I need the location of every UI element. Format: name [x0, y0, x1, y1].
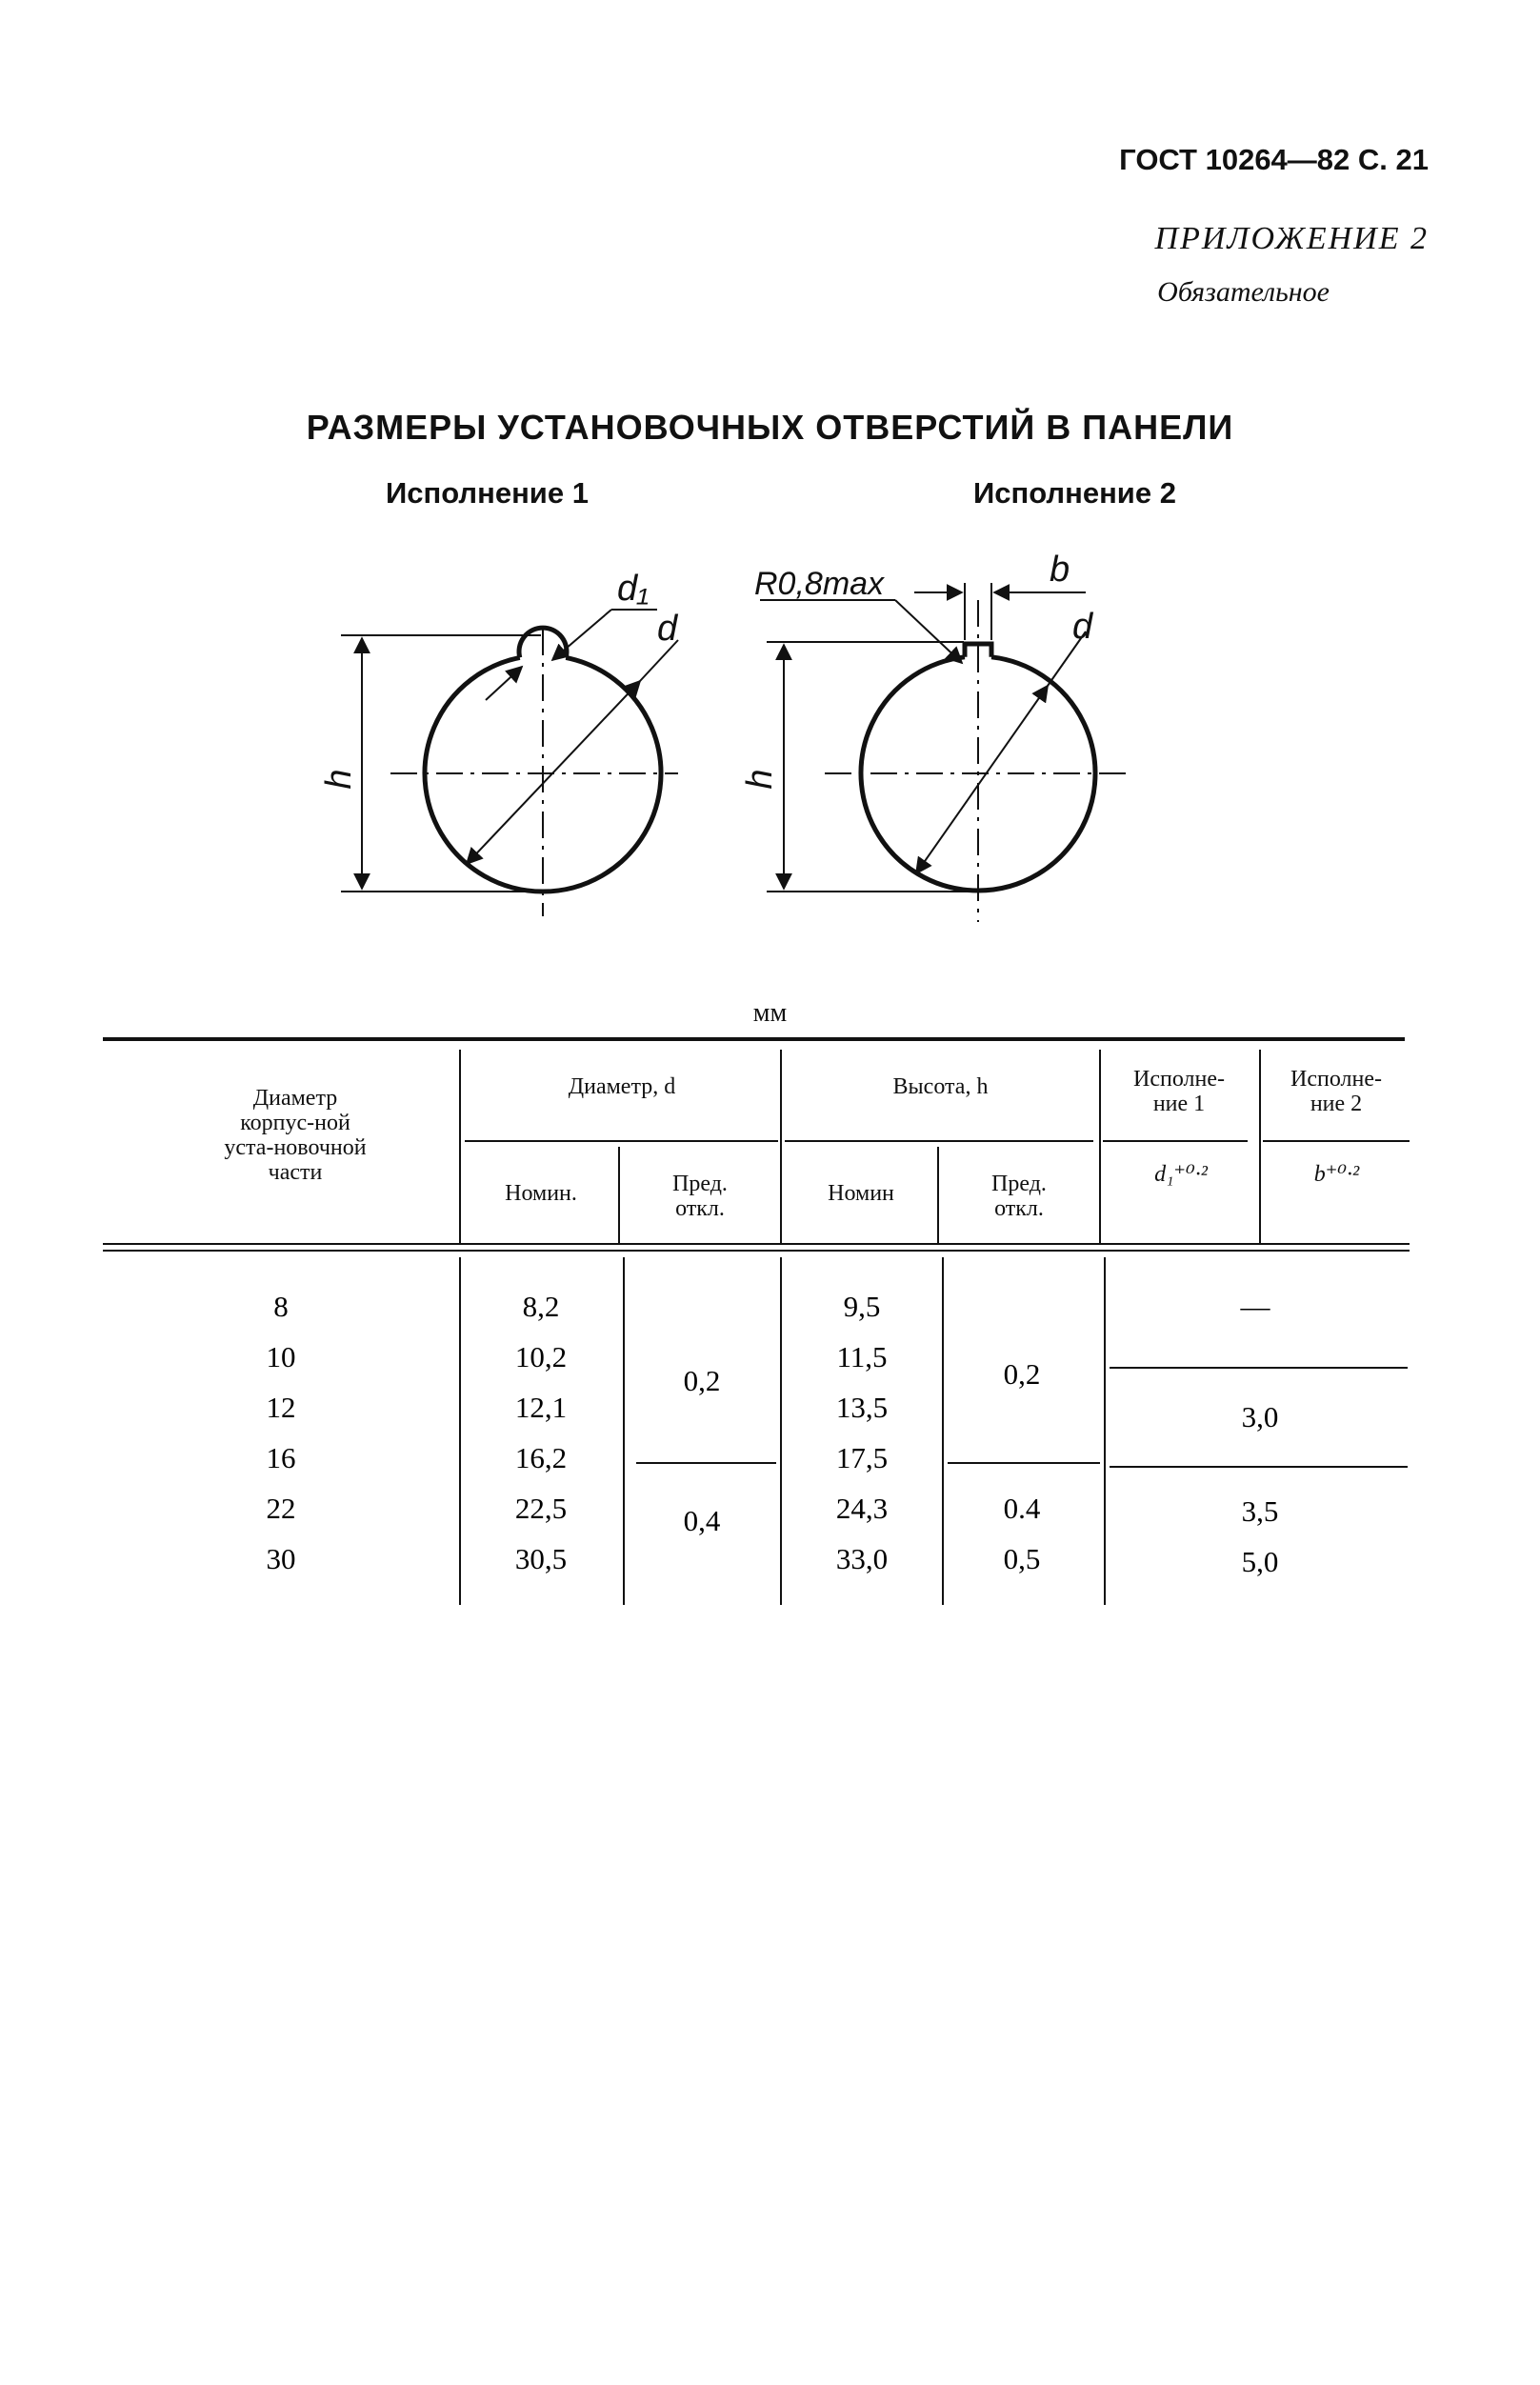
cell-d-5: 30,5 — [514, 1542, 568, 1575]
cell-d-4: 22,5 — [514, 1492, 568, 1525]
standard-reference: ГОСТ 10264—82 С. 21 — [1119, 143, 1429, 176]
cell-d-0: 8,2 — [522, 1290, 560, 1323]
header-variant-1: Исполне-ние 1 — [1133, 1067, 1225, 1116]
variant-2-b-label: b — [1050, 550, 1070, 590]
header-b-tolerance: b⁺⁰·² — [1313, 1162, 1360, 1187]
variant-2-h-label: h — [740, 769, 780, 790]
header-deviation-h: Пред. откл. — [991, 1172, 1047, 1221]
cell-h-4: 24,3 — [835, 1492, 889, 1525]
variant-2-d-label: d — [1072, 607, 1093, 647]
cell-h-5: 33,0 — [835, 1542, 889, 1575]
variant-2-radius-label: R0,8max — [754, 566, 885, 602]
units-label: мм — [752, 998, 788, 1028]
cell-h-dev-group-1: 0,2 — [1003, 1357, 1041, 1391]
cell-h-dev-4: 0.4 — [1003, 1492, 1041, 1525]
header-d1-tolerance: d₁⁺⁰·² — [1154, 1162, 1208, 1187]
appendix-status: Обязательное — [1157, 276, 1330, 308]
cell-body-3: 16 — [266, 1441, 296, 1474]
cell-d-2: 12,1 — [514, 1391, 568, 1424]
cell-h-1: 11,5 — [836, 1340, 888, 1373]
cell-d-dev-group-2: 0,4 — [683, 1504, 721, 1537]
cell-body-4: 22 — [266, 1492, 296, 1525]
cell-d-1: 10,2 — [514, 1340, 568, 1373]
variant-2-d-dimension — [916, 686, 1048, 873]
cell-b-4: 3,5 — [1241, 1494, 1279, 1528]
cell-body-2: 12 — [266, 1391, 296, 1424]
table-body — [267, 1290, 1279, 1578]
cell-h-2: 13,5 — [835, 1391, 889, 1424]
cell-b-group-1: 3,0 — [1241, 1400, 1279, 1433]
dimensions-table — [0, 1029, 1540, 1619]
cell-h-0: 9,5 — [843, 1290, 881, 1323]
header-nominal-d: Номин. — [505, 1181, 577, 1206]
cell-h-3: 17,5 — [835, 1441, 889, 1474]
variant-1-title: Исполнение 1 — [386, 476, 589, 510]
cell-body-1: 10 — [266, 1340, 296, 1373]
variant-1-d1-label: d₁ — [617, 569, 650, 609]
cell-b-dash: — — [1240, 1290, 1270, 1323]
cell-body-0: 8 — [273, 1290, 289, 1323]
variant-2-drawing — [740, 550, 1131, 922]
cell-d-dev-group-1: 0,2 — [683, 1364, 721, 1397]
cell-d-3: 16,2 — [514, 1441, 568, 1474]
header-body-diameter: Диаметр корпус-ной уста-новочной части — [224, 1086, 367, 1185]
variant-1-drawing — [319, 569, 679, 916]
header-height-group: Высота, h — [892, 1074, 989, 1099]
hole-diagrams — [0, 533, 1540, 933]
header-deviation-d: Пред. откл. — [672, 1172, 728, 1221]
cell-h-dev-5: 0,5 — [1003, 1542, 1041, 1575]
variant-2-title: Исполнение 2 — [973, 476, 1176, 510]
cell-b-5: 5,0 — [1241, 1545, 1279, 1578]
page-title: РАЗМЕРЫ УСТАНОВОЧНЫХ ОТВЕРСТИЙ В ПАНЕЛИ — [306, 408, 1234, 447]
cell-body-5: 30 — [266, 1542, 296, 1575]
header-diameter-group: Диаметр, d — [568, 1074, 676, 1099]
variant-1-d-label: d — [657, 609, 678, 649]
header-nominal-h: Номин — [828, 1181, 894, 1206]
variant-1-h-label: h — [319, 769, 359, 790]
header-variant-2: Исполне-ние 2 — [1290, 1067, 1382, 1116]
appendix-title: ПРИЛОЖЕНИЕ 2 — [1154, 221, 1429, 256]
